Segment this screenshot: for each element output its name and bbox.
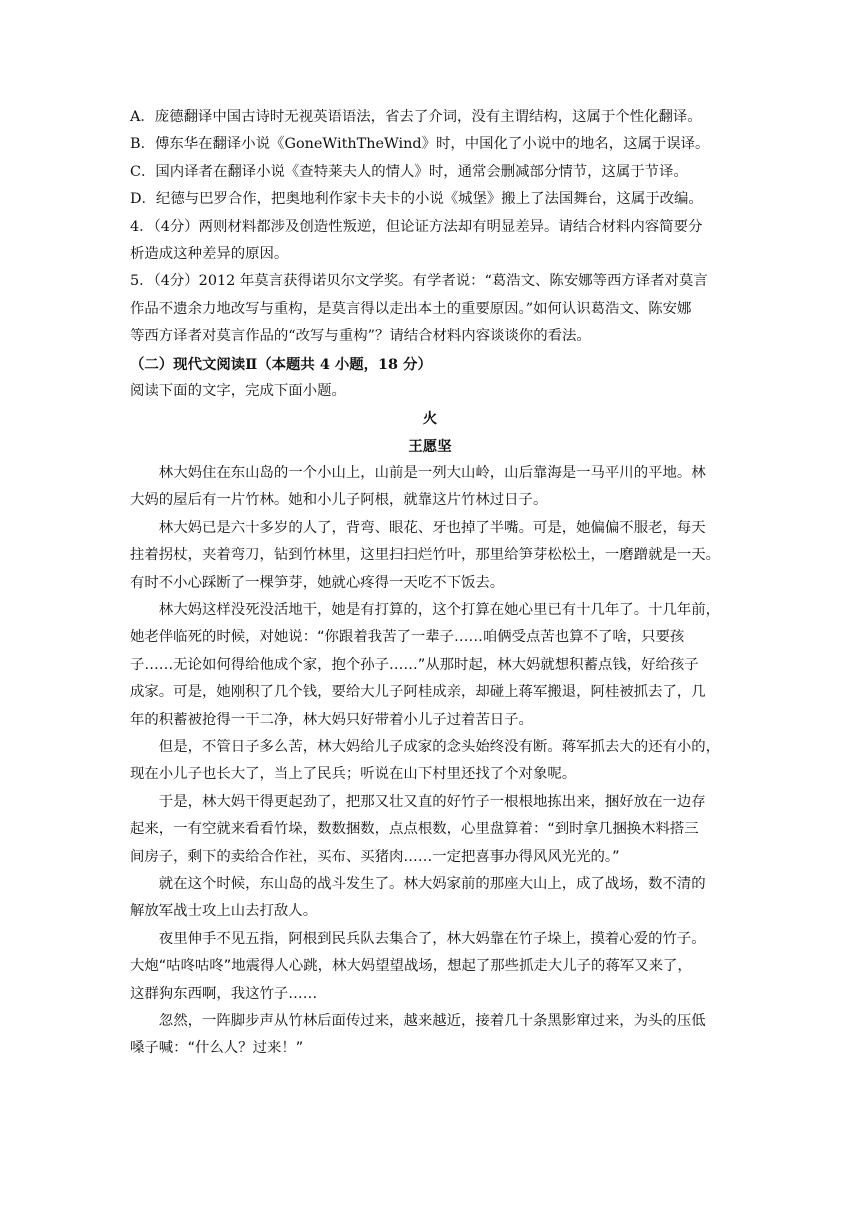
option-b: B．傅东华在翻译小说《GoneWithTheWind》时，中国化了小说中的地名，这属于误译。: [130, 136, 710, 153]
story-paragraph-line: 她老伴临死的时候，对她说：“你跟着我苦了一辈子……咱俩受点苦也算不了啥，只要孩: [130, 629, 685, 646]
story-paragraph-line: 于是，林大妈干得更起劲了，把那又壮又直的好竹子一根根地拣出来，捆好放在一边存: [158, 793, 706, 810]
story-paragraph-line: 林大妈这样没死没活地干，她是有打算的，这个打算在她心里已有十几年了。十几年前，: [158, 602, 721, 619]
option-c: C．国内译者在翻译小说《查特莱夫人的情人》时，通常会删减部分情节，这属于节译。: [130, 163, 688, 180]
story-paragraph-line: 但是，不管日子多么苦，林大妈给儿子成家的念头始终没有断。蒋军抓去大的还有小的，: [158, 738, 721, 755]
story-body: [130, 460, 730, 1063]
story-paragraph-line: 成家。可是，她刚积了几个钱，要给大儿子阿桂成亲，却碰上蒋军搬退，阿桂被抓去了，几: [130, 684, 706, 701]
story-paragraph-line: 夜里伸手不见五指，阿根到民兵队去集合了，林大妈靠在竹子垛上，摸着心爱的竹子。: [158, 930, 706, 947]
story-paragraph-line: 间房子，剩下的卖给合作社，买布、买猪肉……一定把喜事办得风风光光的。”: [130, 848, 620, 865]
story-title: 火: [422, 410, 438, 428]
story-paragraph-line: 大炮“咕咚咕咚”地震得人心跳，林大妈望望战场，想起了那些抓走大儿子的蒋军又来了，: [130, 958, 692, 975]
question-4: [130, 214, 730, 269]
story-paragraph-line: 林大妈已是六十多岁的人了，背弯、眼花、牙也掉了半嘴。可是，她偏偏不服老，每天: [158, 519, 706, 536]
section-heading: （二）现代文阅读Ⅱ（本题共 4 小题，18 分）: [130, 355, 432, 373]
story-paragraph-line: 年的积蓄被抢得一干二净，林大妈只好带着小儿子过着苦日子。: [130, 711, 533, 728]
question-5-line: 5．（4分）2012 年莫言获得诺贝尔文学奖。有学者说：“葛浩文、陈安娜等西方译者对莫言: [130, 273, 708, 290]
story-paragraph-line: 子……无论如何得给他成个家，抱个孙子……”从那时起，林大妈就想积蓄点钱，好给孩子: [130, 656, 699, 673]
option-a: A．庞德翻译中国古诗时无视英语语法，省去了介词，没有主谓结构，这属于个性化翻译。: [130, 109, 702, 125]
story-paragraph-line: 现在小儿子也长大了，当上了民兵；听说在山下村里还找了个对象呢。: [130, 766, 577, 783]
story-paragraph-line: 大妈的屋后有一片竹林。她和小儿子阿根，就靠这片竹林过日子。: [130, 492, 548, 509]
story-paragraph-line: 就在这个时候，东山岛的战斗发生了。林大妈家前的那座大山上，成了战场，数不清的: [158, 875, 706, 892]
option-d: D．纪德与巴罗合作，把奥地利作家卡夫卡的小说《城堡》搬上了法国舞台，这属于改编。: [130, 191, 703, 208]
story-paragraph-line: 这群狗东西啊，我这竹子……: [130, 985, 318, 1002]
story-paragraph-line: 嗓子喊：“什么人？过来！”: [130, 1040, 304, 1057]
story-paragraph-line: 拄着拐杖，夹着弯刀，钻到竹林里，这里扫扫烂竹叶，那里给笋芽松松土，一磨蹭就是一天。: [130, 547, 721, 564]
story-paragraph-line: 林大妈住在东山岛的一个小山上，山前是一列大山岭，山后靠海是一马平川的平地。林: [158, 465, 706, 482]
story-paragraph-line: 有时不小心踩断了一棵笋芽，她就心疼得一天吃不下饭去。: [130, 574, 505, 591]
question-5: [130, 268, 730, 350]
question-4-line: 析造成这种差异的原因。: [130, 245, 289, 262]
story-paragraph-line: 解放军战士攻上山去打敌人。: [130, 903, 318, 920]
question-5-line: 作品不遗余力地改写与重构，是莫言得以走出本土的重要原因。”如何认识葛浩文、陈安娜: [130, 300, 692, 317]
section-instruction: 阅读下面的文字，完成下面小题。: [130, 382, 346, 399]
document-content: [130, 104, 730, 1063]
story-paragraph-line: 起来，一有空就来看看竹垛，数数捆数，点点根数，心里盘算着：“到时拿几捆换木料搭三: [130, 821, 699, 838]
question-4-line: 4．（4分）两则材料都涉及创造性叛逆，但论证方法却有明显差异。请结合材料内容简要分: [130, 218, 703, 235]
story-author: 王愿坚: [408, 437, 452, 455]
question-5-line: 等西方译者对莫言作品的“改写与重构”？请结合材料内容谈谈你的看法。: [130, 328, 591, 345]
story-paragraph-line: 忽然，一阵脚步声从竹林后面传过来，越来越近，接着几十条黑影窜过来，为头的压低: [158, 1012, 706, 1029]
